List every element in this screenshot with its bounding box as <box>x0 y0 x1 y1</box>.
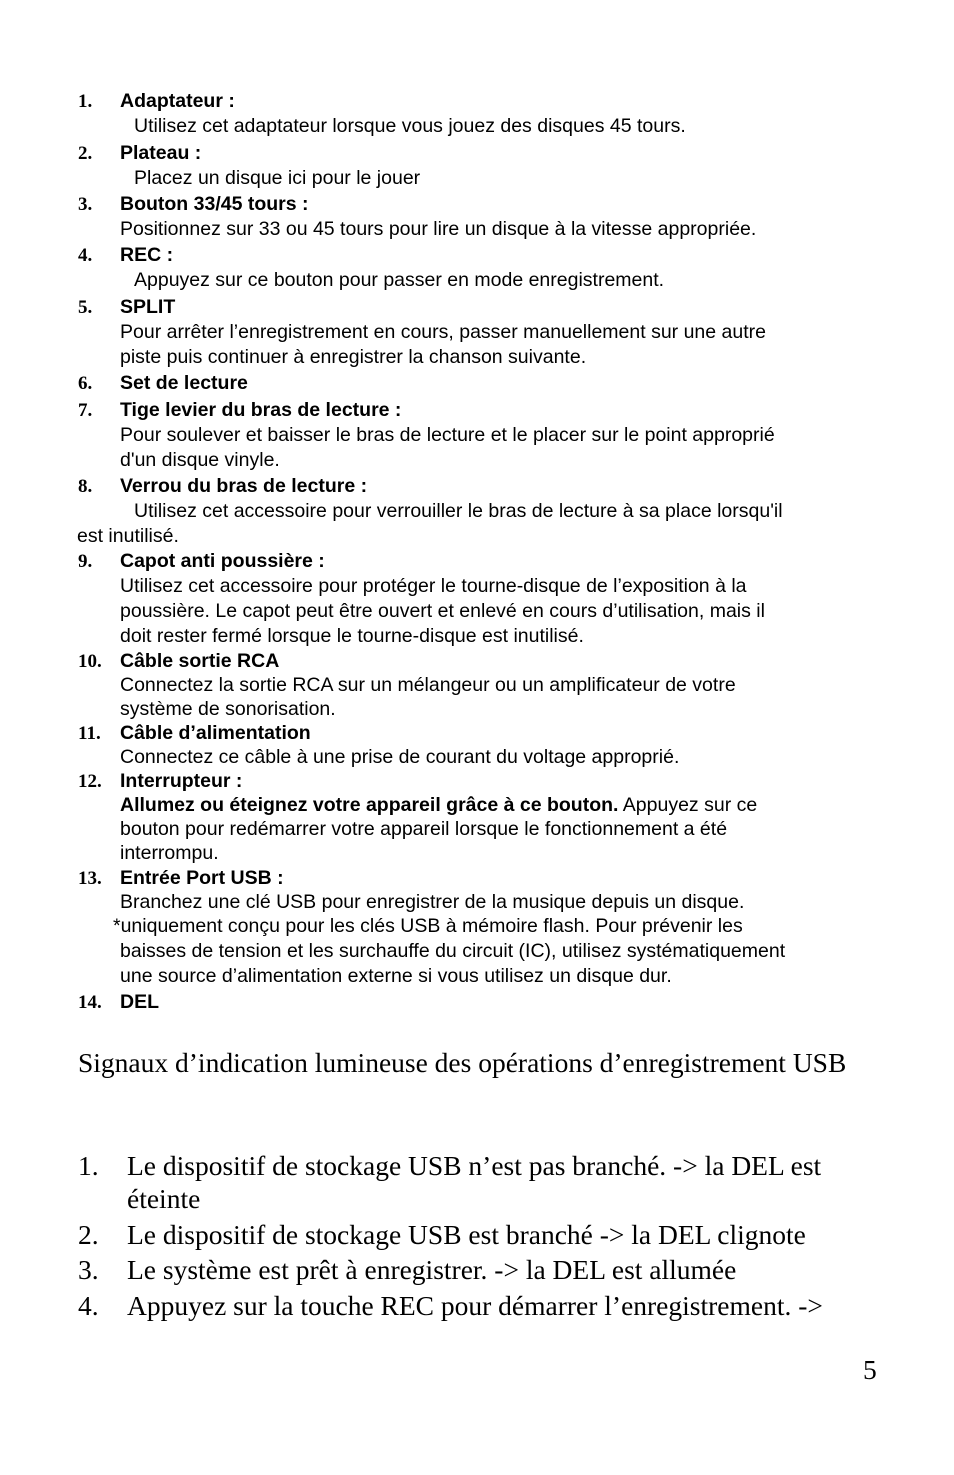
item-number: 9. <box>78 551 93 572</box>
item-title: Adaptateur : <box>120 90 235 112</box>
item-title: Plateau : <box>120 142 202 164</box>
item-number: 10. <box>78 651 102 672</box>
item-title: Set de lecture <box>120 372 248 394</box>
item-title: Capot anti poussière : <box>120 550 325 572</box>
item-text-line: Le dispositif de stockage USB n’est pas branché. -> la DEL est <box>127 1150 822 1181</box>
item-description-line: Positionnez sur 33 ou 45 tours pour lire un disque à la vitesse appropriée. <box>120 218 757 240</box>
item-description-line: Utilisez cet adaptateur lorsque vous jouez des disques 45 tours. <box>134 115 686 137</box>
item-text-line: éteinte <box>127 1183 201 1214</box>
item-description-line: Connectez la sortie RCA sur un mélangeur ou un amplificateur de votre <box>120 674 736 696</box>
item-number: 3. <box>78 194 93 215</box>
item-number: 8. <box>78 476 93 497</box>
item-text-line: Le dispositif de stockage USB est branché -> la DEL clignote <box>127 1219 806 1250</box>
item-title: Entrée Port USB : <box>120 867 284 889</box>
item-description-line: est inutilisé. <box>77 525 179 547</box>
section-heading: Signaux d’indication lumineuse des opérations d’enregistrement USB <box>78 1047 847 1078</box>
item-description-text: Appuyez sur ce <box>622 794 758 816</box>
item-description-line: Pour arrêter l’enregistrement en cours, passer manuellement sur une autre <box>120 321 766 343</box>
item-title: REC : <box>120 244 174 266</box>
item-number: 6. <box>78 373 93 394</box>
item-description-line: Pour soulever et baisser le bras de lecture et le placer sur le point approprié <box>120 424 775 446</box>
item-number: 7. <box>78 400 93 421</box>
item-description-line: Utilisez cet accessoire pour verrouiller le bras de lecture à sa place lorsqu'il <box>134 500 783 522</box>
item-description-line: une source d’alimentation externe si vous utilisez un disque dur. <box>120 965 672 987</box>
item-number: 14. <box>78 992 102 1013</box>
item-number: 12. <box>78 771 102 792</box>
item-description-line: système de sonorisation. <box>120 698 336 720</box>
item-description-line: piste puis continuer à enregistrer la chanson suivante. <box>120 346 587 368</box>
item-description-line: *uniquement conçu pour les clés USB à mémoire flash. Pour prévenir les <box>113 915 743 937</box>
item-number: 1. <box>78 91 93 112</box>
item-number: 2. <box>78 1219 99 1250</box>
item-number: 1. <box>78 1150 99 1181</box>
item-description-line: baisses de tension et les surchauffe du circuit (IC), utilisez systématiquement <box>120 940 786 962</box>
item-description-line: poussière. Le capot peut être ouvert et enlevé en cours d’utilisation, mais il <box>120 600 765 622</box>
item-title: Bouton 33/45 tours : <box>120 193 309 215</box>
item-title: SPLIT <box>120 296 176 318</box>
item-text-line: Le système est prêt à enregistrer. -> la DEL est allumée <box>127 1254 737 1285</box>
item-description-line: Branchez une clé USB pour enregistrer de la musique depuis un disque. <box>120 891 745 913</box>
item-text-line: Appuyez sur la touche REC pour démarrer l’enregistrement. -> <box>127 1290 823 1321</box>
item-description-line: Utilisez cet accessoire pour protéger le tourne-disque de l’exposition à la <box>120 575 747 597</box>
item-title: Interrupteur : <box>120 770 243 792</box>
item-number: 13. <box>78 868 102 889</box>
item-description-line: interrompu. <box>120 842 219 864</box>
item-number: 4. <box>78 1290 99 1321</box>
item-number: 11. <box>78 723 101 744</box>
item-title: Câble d’alimentation <box>120 722 311 744</box>
item-description-line: Placez un disque ici pour le jouer <box>134 167 421 189</box>
item-description-line: bouton pour redémarrer votre appareil lorsque le fonctionnement a été <box>120 818 728 840</box>
item-description-line <box>120 793 757 818</box>
item-title: Câble sortie RCA <box>120 650 280 672</box>
item-number: 4. <box>78 245 93 266</box>
item-number: 3. <box>78 1254 99 1285</box>
item-title: Tige levier du bras de lecture : <box>120 399 402 421</box>
item-description-line: d'un disque vinyle. <box>120 449 280 471</box>
item-description-line: Appuyez sur ce bouton pour passer en mode enregistrement. <box>134 269 665 291</box>
item-title: Verrou du bras de lecture : <box>120 475 368 497</box>
item-title: DEL <box>120 991 159 1013</box>
item-description-line: doit rester fermé lorsque le tourne-disque est inutilisé. <box>120 625 584 647</box>
item-description-line: Connectez ce câble à une prise de courant du voltage approprié. <box>120 746 680 768</box>
item-number: 5. <box>78 297 93 318</box>
item-bold-lead: Allumez ou éteignez votre appareil grâce à ce bouton. <box>120 794 619 816</box>
page-number: 5 <box>863 1354 877 1385</box>
item-number: 2. <box>78 143 93 164</box>
